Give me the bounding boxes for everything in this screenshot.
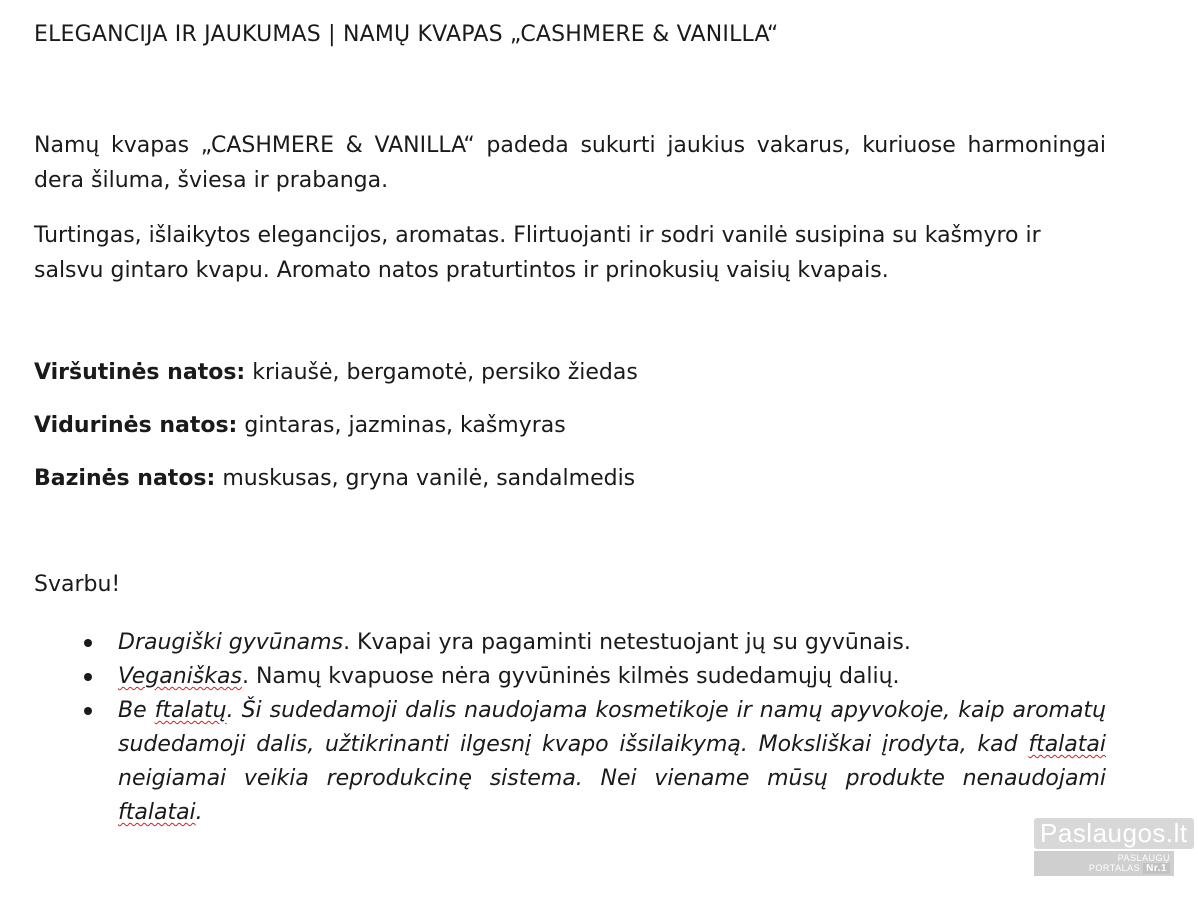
bullet-text-b: neigiamai veikia reprodukcinę sistema. Nei viename mūsų produkte nenaudojami: [118, 766, 1106, 791]
bullet-text-a: . Ši sudedamoji dalis naudojama kosmetikoje ir namų apyvokoje, kaip aromatų sudedamoji dalis, užtikrinanti ilgesnį kvapo išsilaikymą. Moksliškai įrodyta, kad: [118, 698, 1107, 757]
watermark-subtitle: [1034, 851, 1174, 876]
watermark-logo-text: Paslaugos.lt: [1034, 818, 1194, 849]
list-item: [34, 660, 1106, 694]
important-label: Svarbu!: [34, 572, 121, 597]
document-title: ELEGANCIJA IR JAUKUMAS | NAMŲ KVAPAS „CASHMERE & VANILLA“: [34, 22, 779, 47]
top-notes-label: Viršutinės natos:: [34, 360, 246, 385]
middle-notes: [34, 413, 566, 438]
bullet-word-c: ftalatai: [118, 800, 196, 825]
base-notes-label: Bazinės natos:: [34, 466, 216, 491]
watermark-subtitle-text: PASLAUGŲ PORTALAS: [1088, 853, 1170, 873]
bullet-dot-icon: [84, 639, 92, 647]
top-notes: [34, 360, 638, 385]
base-notes: [34, 466, 635, 491]
list-item: [34, 626, 1106, 660]
bullet-dot-icon: [84, 673, 92, 681]
bullet-text: . Namų kvapuose nėra gyvūninės kilmės sudedamųjų dalių.: [241, 664, 900, 689]
intro-paragraph: Namų kvapas „CASHMERE & VANILLA“ padeda sukurti jaukius vakarus, kuriuose harmoningai dera šiluma, šviesa ir prabanga.: [34, 133, 1106, 193]
bullet-dot-icon: [84, 707, 92, 715]
bullet-word-b: ftalatai: [1028, 732, 1106, 757]
watermark-logo: [1034, 818, 1188, 876]
bullet-text-c: .: [195, 800, 203, 825]
list-item: [34, 694, 1106, 830]
middle-notes-value: gintaras, jazminas, kašmyras: [237, 413, 566, 438]
watermark-rank: Nr.1: [1143, 863, 1170, 874]
description-paragraph: Turtingas, išlaikytos elegancijos, aromatas. Flirtuojanti ir sodri vanilė susipina su kašmyro ir salsvu gintaro kvapu. Aromato natos praturtintos ir prinokusių vaisių kvapais.: [34, 223, 1041, 283]
bullet-lead-word: ftalatų: [154, 698, 227, 723]
bullet-lead: Draugiški gyvūnams: [118, 630, 344, 655]
bullet-lead: Veganiškas: [118, 664, 242, 689]
bullet-text: . Kvapai yra pagaminti netestuojant jų su gyvūnais.: [343, 630, 911, 655]
middle-notes-label: Vidurinės natos:: [34, 413, 238, 438]
top-notes-value: kriaušė, bergamotė, persiko žiedas: [245, 360, 638, 385]
base-notes-value: muskusas, gryna vanilė, sandalmedis: [215, 466, 636, 491]
bullet-lead-prefix: Be: [118, 698, 155, 723]
features-list: [34, 626, 1106, 830]
